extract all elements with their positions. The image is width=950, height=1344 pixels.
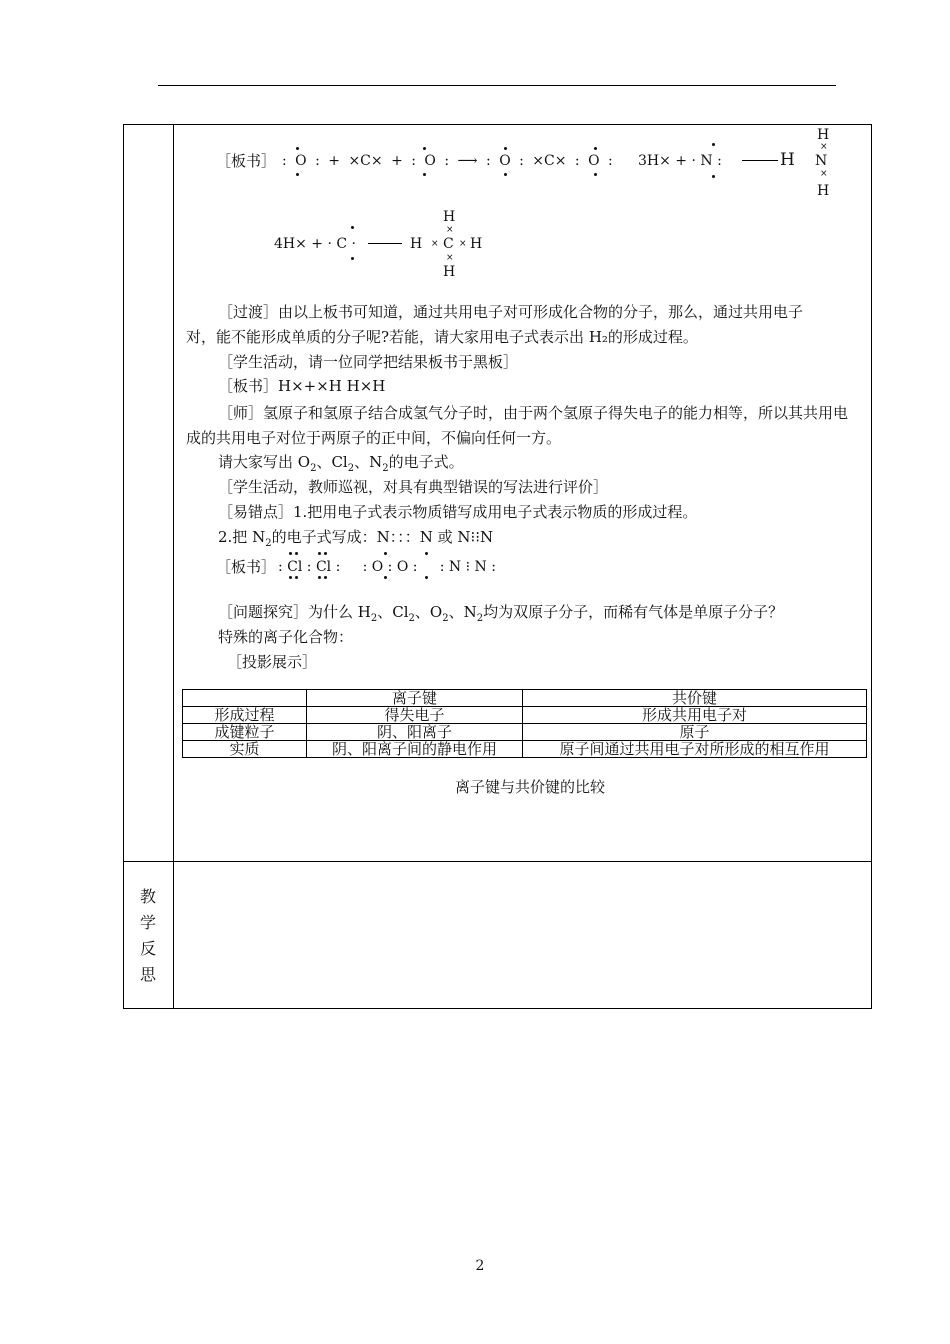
nh3-h-left: H [780, 150, 795, 170]
table-row [183, 690, 867, 707]
teacher-line-2: 成的共用电子对位于两原子的正中间，不偏向任何一方。 [186, 429, 562, 447]
table-cell: 形成共用电子对 [523, 707, 867, 724]
table-cell: 原子 [523, 724, 867, 741]
ch4-h-bottom: H [443, 264, 456, 280]
table-row [183, 707, 867, 724]
electron-cross: × [820, 169, 828, 179]
ch4-reactants: 4H× + · C · [274, 236, 356, 252]
error-line-2: 2.把 $N_2$的电子式写成：N：：：N 或 N⁝⁝N [218, 528, 494, 549]
electron-cross: × [820, 142, 828, 152]
table-cell: 实质 [183, 741, 307, 758]
table-row [183, 741, 867, 758]
activity-line-1: ［学生活动，请一位同学把结果板书于黑板］ [218, 353, 519, 371]
table-cell [183, 690, 307, 707]
column-divider [173, 124, 174, 1009]
side-label-char: 学 [139, 913, 156, 932]
nh3-reactants: 3H× + · N : [638, 153, 722, 169]
error-line-1: ［易错点］1.把用电子式表示物质错写成用电子式表示物质的形成过程。 [218, 503, 698, 521]
board-h2-line: ［板书］H×+×H H⨯H [218, 377, 386, 395]
row-divider [123, 861, 872, 862]
teacher-line-1: ［师］氢原子和氢原子结合成氢气分子时，由于两个氢原子得失电子的能力相等，所以其共用电 [218, 404, 849, 422]
board-tag: ［板书］ [216, 152, 277, 170]
side-label-char: 反 [139, 939, 156, 958]
board-tag: ［板书］ [216, 558, 277, 576]
side-label-char: 教 [139, 887, 156, 906]
table-cell: 得失电子 [307, 707, 523, 724]
special-compounds-line: 特殊的离子化合物： [218, 628, 354, 646]
question-line: ［问题探究］为什么 $H_2$、$Cl_2$、$O_2$、$N_2$均为双原子分子，而稀有气体是单原子分子？ [218, 603, 784, 624]
nh3-center-n: N [815, 153, 828, 169]
comparison-table [182, 689, 867, 758]
ch4-h-top: H [443, 209, 456, 225]
table-row [183, 724, 867, 741]
table-cell: 阴、阳离子间的静电作用 [307, 741, 523, 758]
ch4-h-right: H [470, 236, 483, 252]
table-cell: 成键粒子 [183, 724, 307, 741]
transition-line-2: 对，能不能形成单质的分子呢?若能，请大家用电子式表示出 H₂的形成过程。 [186, 328, 698, 346]
molecule-electron-formulas: : Cl : Cl : : O : O : : N ⁝ N : [278, 559, 496, 575]
co2-electron-formula: : O : + ⨯C⨯ + : O : ⟶ : O : ⨯C⨯ : O : [282, 153, 613, 169]
page-number: 2 [475, 1258, 485, 1274]
side-label-char: 思 [139, 965, 156, 984]
transition-line-1: ［过渡］由以上板书可知道，通过共用电子对可形成化合物的分子，那么，通过共用电子 [218, 303, 804, 321]
table-cell: 原子间通过共用电子对所形成的相互作用 [523, 741, 867, 758]
ch4-center-c: C [443, 236, 454, 252]
table-cell: 离子键 [307, 690, 523, 707]
table-caption: 离子键与共价键的比较 [455, 778, 606, 796]
top-tick-line [173, 124, 215, 125]
write-electron-line: 请大家写出 $O_2$、$Cl_2$、$N_2$的电子式。 [218, 453, 464, 474]
projection-line: ［投影展示］ [227, 653, 318, 671]
nh3-h-bottom: H [817, 183, 830, 199]
header-rule [158, 85, 836, 86]
reaction-arrow [742, 160, 778, 161]
activity-line-2: ［学生活动，教师巡视，对具有典型错误的写法进行评价］ [218, 478, 609, 496]
reaction-arrow [368, 243, 402, 244]
table-cell: 共价键 [523, 690, 867, 707]
nh3-h-top: H [817, 127, 830, 143]
ch4-h-left: H [410, 236, 423, 252]
table-cell: 阴、阳离子 [307, 724, 523, 741]
table-cell: 形成过程 [183, 707, 307, 724]
